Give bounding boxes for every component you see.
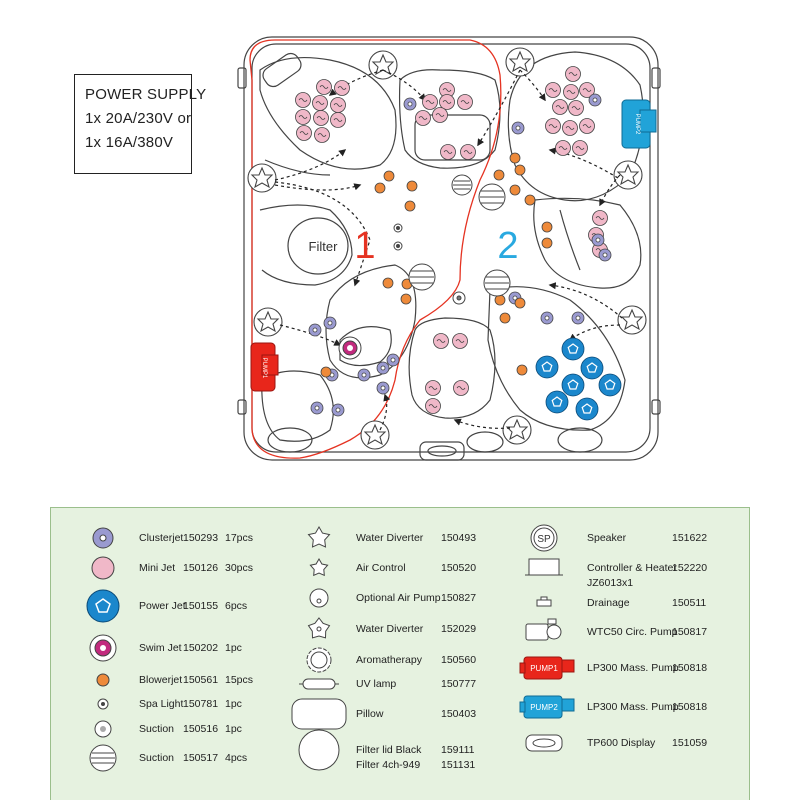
clusterjet-center — [576, 316, 580, 320]
pump1-icon-head — [562, 660, 574, 672]
controller-icon — [529, 559, 559, 575]
legend-item-code: 150818 — [672, 701, 708, 713]
swimjet-icon-center — [100, 645, 106, 651]
legend-item-name: UV lamp — [356, 678, 397, 690]
pump2-icon-head — [562, 699, 574, 711]
legend-item-name: Pillow — [356, 708, 384, 720]
powerjet — [562, 338, 584, 360]
pump2-diagram — [622, 100, 656, 148]
legend-item-name: Aromatherapy — [356, 654, 422, 666]
legend-panel — [50, 507, 750, 800]
suction-small-icon-center — [100, 726, 106, 732]
drainage-icon — [537, 600, 551, 606]
air-control-icon — [310, 559, 327, 575]
blowerjet — [375, 183, 385, 193]
blowerjet — [384, 171, 394, 181]
legend-item-code: 150155 — [183, 600, 219, 612]
legend-item-qty: 30pcs — [225, 562, 254, 574]
blowerjet — [500, 313, 510, 323]
zone-2-label: 2 — [497, 225, 519, 267]
pump2-icon-label: PUMP2 — [530, 703, 558, 712]
powerjet — [599, 374, 621, 396]
legend-item-name: Suction — [139, 752, 175, 764]
legend-item-code: 150493 — [441, 532, 477, 544]
power-supply-option-2: 1x 16A/380V — [85, 134, 174, 151]
legend-item-name: TP600 Display — [587, 737, 656, 749]
clusterjet-center — [315, 406, 319, 410]
circ-pump-icon — [526, 624, 548, 640]
drainage-icon-top — [541, 597, 547, 600]
legend-item-qty: 1pc — [225, 642, 242, 654]
suction-large — [484, 270, 510, 296]
blowerjet-icon — [97, 674, 109, 686]
blowerjet — [407, 181, 417, 191]
filter-lid-icon — [299, 730, 339, 770]
air-pump-icon-dot — [317, 599, 321, 603]
legend-item-name-2: Filter 4ch-949 — [356, 759, 421, 771]
legend-item-qty: 1pc — [225, 698, 242, 710]
legend-item-qty: 15pcs — [225, 674, 254, 686]
legend-item-code-2: 151131 — [441, 759, 476, 771]
legend-item-name: Controller & Heater — [587, 562, 677, 574]
clusterjet-center — [381, 386, 385, 390]
water-diverter-icon — [309, 527, 330, 547]
blowerjet — [510, 153, 520, 163]
legend-item-code: 150403 — [441, 708, 477, 720]
legend-item-name: Suction — [139, 723, 175, 735]
legend-item-name: Water Diverter — [356, 623, 424, 635]
legend-item-code: 150511 — [672, 597, 707, 609]
clusterjet-center — [391, 358, 395, 362]
powerjet — [536, 356, 558, 378]
tp600-display — [420, 442, 464, 460]
legend-item-name: Blowerjet — [139, 674, 183, 686]
pump1-icon-inlet — [520, 663, 525, 673]
legend-item-code: 150293 — [183, 532, 219, 544]
clusterjet-center — [545, 316, 549, 320]
filter-area — [260, 205, 352, 285]
legend-item-code: 150126 — [183, 562, 219, 574]
svg-text:PUMP2: PUMP2 — [634, 113, 640, 135]
legend-item-code: 150781 — [183, 698, 219, 710]
filter-label: Filter — [308, 239, 338, 254]
power-supply-title: POWER SUPPLY — [85, 86, 207, 103]
clusterjet-center — [596, 238, 600, 242]
legend-item-name: Optional Air Pump — [356, 592, 441, 604]
legend-item-name: LP300 Mass. Pump — [587, 701, 679, 713]
powerjet — [562, 374, 584, 396]
legend-item-name: Swim Jet — [139, 642, 182, 654]
legend-item-name: Speaker — [587, 532, 627, 544]
aromatherapy-icon-inner — [311, 652, 327, 668]
circ-pump-icon-outlet — [548, 619, 556, 624]
powerjet-icon — [87, 590, 119, 622]
blowerjet — [542, 238, 552, 248]
legend-item-name: Clusterjet — [139, 532, 184, 544]
blowerjet — [515, 165, 525, 175]
swim-jet — [339, 337, 361, 359]
zone-1-label: 1 — [354, 225, 376, 267]
legend-item-qty: 4pcs — [225, 752, 248, 764]
display-icon-screen — [533, 739, 555, 747]
legend-item-name-2: JZ6013x1 — [587, 577, 634, 589]
clusterjet-center — [336, 408, 340, 412]
suction-large — [409, 264, 435, 290]
legend-item-qty: 1pc — [225, 723, 242, 735]
power-supply-option-1: 1x 20A/230V or — [85, 110, 192, 127]
clusterjet-center — [328, 321, 332, 325]
clusterjet-center — [313, 328, 317, 332]
legend-item-name: Water Diverter — [356, 532, 424, 544]
legend-item-name: Power Jet — [139, 600, 186, 612]
blowerjet — [383, 278, 393, 288]
clusterjet-icon-center — [100, 535, 106, 541]
blowerjet — [494, 170, 504, 180]
pillow-top-left — [260, 50, 304, 89]
legend-item-code: 159111 — [441, 744, 475, 756]
air-pump-icon — [310, 589, 328, 607]
blowerjet — [517, 365, 527, 375]
powerjet-group — [536, 338, 621, 420]
power-supply-box — [74, 74, 207, 174]
pump1-diagram — [251, 343, 278, 391]
legend-item-code: 150827 — [441, 592, 477, 604]
legend-item-code: 150777 — [441, 678, 477, 690]
clusterjet-center — [362, 373, 366, 377]
clusterjet-center — [381, 366, 385, 370]
uv-lamp-icon — [303, 679, 335, 689]
legend-item-code: 151622 — [672, 532, 708, 544]
svg-text:PUMP1: PUMP1 — [261, 357, 267, 379]
legend-item-code: 150561 — [183, 674, 219, 686]
blowerjet — [495, 295, 505, 305]
legend-item-code: 150517 — [183, 752, 219, 764]
legend-item-code: 150520 — [441, 562, 477, 574]
legend-item-name: Air Control — [356, 562, 406, 574]
pillow-icon — [292, 699, 346, 729]
powerjet — [576, 398, 598, 420]
legend-item-name: LP300 Mass. Pump — [587, 662, 679, 674]
powerjet — [581, 357, 603, 379]
legend-item-name: Drainage — [587, 597, 630, 609]
legend-item-code: 152029 — [441, 623, 477, 635]
circ-pump-icon-motor — [547, 625, 561, 639]
speaker-icon-label: SP — [537, 534, 551, 545]
suction-small — [453, 292, 465, 304]
clusterjet-center — [408, 102, 412, 106]
powerjet — [546, 391, 568, 413]
suction-large — [452, 175, 472, 195]
spa-light-icon-center — [101, 702, 105, 706]
water-diverter-2-icon-center — [317, 627, 321, 631]
legend-item-qty: 6pcs — [225, 600, 248, 612]
clusterjet-center — [593, 98, 597, 102]
legend-item-name: Spa Light — [139, 698, 184, 710]
blowerjet — [542, 222, 552, 232]
legend-item-name: WTC50 Circ. Pump — [587, 626, 678, 638]
legend-item-code: 150817 — [672, 626, 708, 638]
blowerjet — [321, 367, 331, 377]
legend-item-code: 150202 — [183, 642, 219, 654]
air-control — [394, 224, 402, 250]
legend-item-code: 152220 — [672, 562, 708, 574]
blowerjet — [510, 185, 520, 195]
legend-item-code: 150560 — [441, 654, 477, 666]
blowerjet — [405, 201, 415, 211]
pump1-icon-label: PUMP1 — [530, 664, 558, 673]
legend-item-code: 150516 — [183, 723, 219, 735]
blowerjet — [401, 294, 411, 304]
legend-item-name: Filter lid Black — [356, 744, 422, 756]
minijet-icon — [92, 557, 114, 579]
blowerjet — [525, 195, 535, 205]
legend-item-code: 150818 — [672, 662, 708, 674]
legend-item-name: Mini Jet — [139, 562, 176, 574]
seat-bottom-center — [409, 318, 495, 418]
blowerjet — [515, 298, 525, 308]
clusterjet-center — [603, 253, 607, 257]
legend-item-qty: 17pcs — [225, 532, 254, 544]
suction-large — [479, 184, 505, 210]
pump2-icon-inlet — [520, 702, 525, 712]
clusterjet-center — [516, 126, 520, 130]
legend-item-code: 151059 — [672, 737, 708, 749]
